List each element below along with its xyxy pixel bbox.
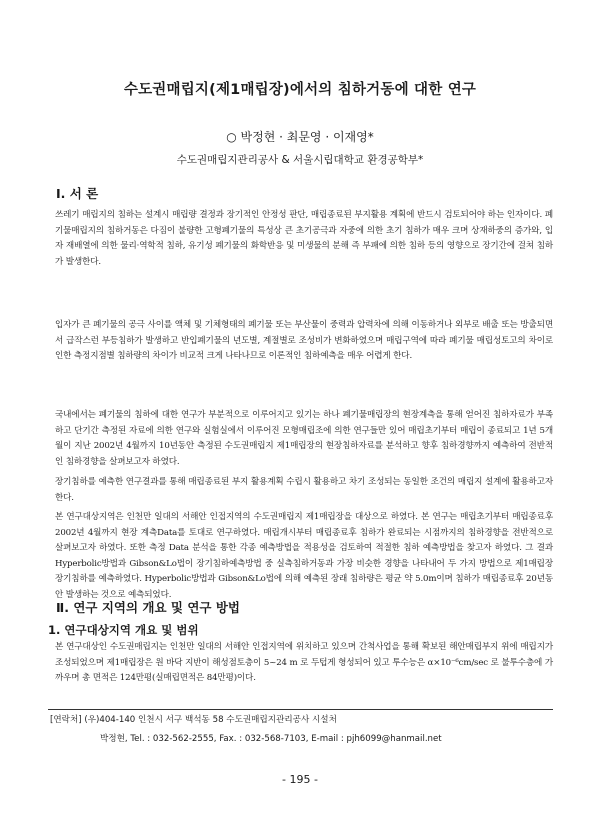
contact-footnote xyxy=(48,709,553,748)
study-area-paragraph: 본 연구대상인 수도권매립지는 인천만 일대의 서해안 인접지역에 위치하고 있으며 간척사업을 통해 확보된 해안매립부지 위에 매립지가 조성되었으며 제1매립장은 원 바닥 지반이 해성점토층이 5~24 m 로 두텁게 형성되어 있고 투수능은 α×10⁻⁶cm/sec 로 불투수층에 가까우며 총 면적은 124만평(실매립면적은 84만평)이다. xyxy=(55,642,553,684)
intro-paragraph-1: 쓰레기 매립지의 침하는 설계시 매립량 결정과 장기적인 안정성 판단, 매립종료된 부지활용 계획에 반드시 검토되어야 하는 인자이다. 폐기물매립지의 침하거동은 다짐이 불량한 고형폐기물의 특성상 큰 초기공극과 자중에 의한 초기 침하가 매우 크며 상재하중의 증가와, 입자 재배열에 의한 물리·역학적 침하, 유기성 폐기물의 화학반응 및 미생물의 분해 즉 부패에 의한 침하 등의 영향으로 장기간에 걸쳐 침하가 발생한다. xyxy=(55,210,553,267)
page-number: - 195 - xyxy=(282,773,318,786)
author-list: ○ 박정현 · 최문영 · 이재영* xyxy=(226,130,374,144)
intro-paragraph-2: 입자가 큰 폐기물의 공극 사이를 액체 및 기체형태의 폐기물 또는 부산물이 중력과 압력차에 의해 이동하거나 외부로 배출 또는 방출되면서 급작스런 부등침하가 발생하고 반입폐기물의 년도별, 계절별로 조성비가 변화하였으며 매립구역에 따라 폐기물 매립성토고의 차이로 인한 측정지점별 침하량의 차이가 비교적 크게 나타나므로 이론적인 침하예측을 매우 어렵게 한다. xyxy=(55,320,553,362)
contact-details: 박정현, Tel. : 032-562-2555, Fax. : 032-568-7103, E-mail : pjh6099@hanmail.net xyxy=(100,734,442,744)
intro-paragraph-4: 장기침하를 예측한 연구결과를 통해 매립종료된 부지 활용계획 수립시 활용하고 차기 조성되는 동일한 조건의 매립지 설계에 활용하고자 한다. xyxy=(55,477,553,503)
intro-paragraph-5: 본 연구대상지역은 인천만 일대의 서해안 인접지역의 수도권매립지 제1매립장을 대상으로 하였다. 본 연구는 매립초기부터 매립종료후 2002년 4월까지 현장 계측Data를 토대로 연구하였다. 매립개시부터 매립종료후 침하가 완료되는 시점까지의 침하경향을 전반적으로 살펴보고자 하였다. 또한 측정 Data 분석을 통한 각종 예측방법을 적용성을 검토하여 적절한 침하 예측방법을 찾고자 하였다. 그 결과 Hyperbolic방법과 Gibson&Lo법이 장기침하예측방법 중 실측침하거동과 가장 비슷한 경향을 나타내어 두 가지 방법으로 제1매립장 장기침하를 예측하였다. Hyperbolic방법과 Gibson&Lo법에 의해 예측된 장래 침하량은 평균 약 5.0m이며 침하가 매립종료후 20년동안 발생하는 것으로 예측되었다. xyxy=(55,512,553,600)
section-heading-study-area: Ⅱ. 연구 지역의 개요 및 연구 방법 xyxy=(56,600,240,615)
paper-title: 수도권매립지(제1매립장)에서의 침하거동에 대한 연구 xyxy=(123,82,477,98)
section-heading-introduction: Ⅰ. 서 론 xyxy=(56,186,99,201)
affiliation: 수도권매립지관리공사 & 서울시립대학교 환경공학부* xyxy=(176,154,424,166)
subsection-heading-study-area: 1. 연구대상지역 개요 및 범위 xyxy=(48,623,199,637)
intro-paragraph-3: 국내에서는 폐기물의 침하에 대한 연구가 부분적으로 이루어지고 있기는 하나 폐기물매립장의 현장계측을 통해 얻어진 침하자료가 부족하고 단기간 측정된 자료에 의한 연구와 실험실에서 이루어진 모형매립조에 의한 연구들만 있어 매립초기부터 매립이 종료되고 1년 5개월이 지난 2002년 4월까지 10년동안 측정된 수도권매립지 제1매립장의 현장침하자료를 분석하고 향후 침하경향까지 예측하여 전반적인 침하경향을 살펴보고자 하였다. xyxy=(55,410,553,467)
contact-address: [연락처] (우)404-140 인천시 서구 백석동 58 수도권매립지관리공사 시설처 xyxy=(50,715,337,725)
